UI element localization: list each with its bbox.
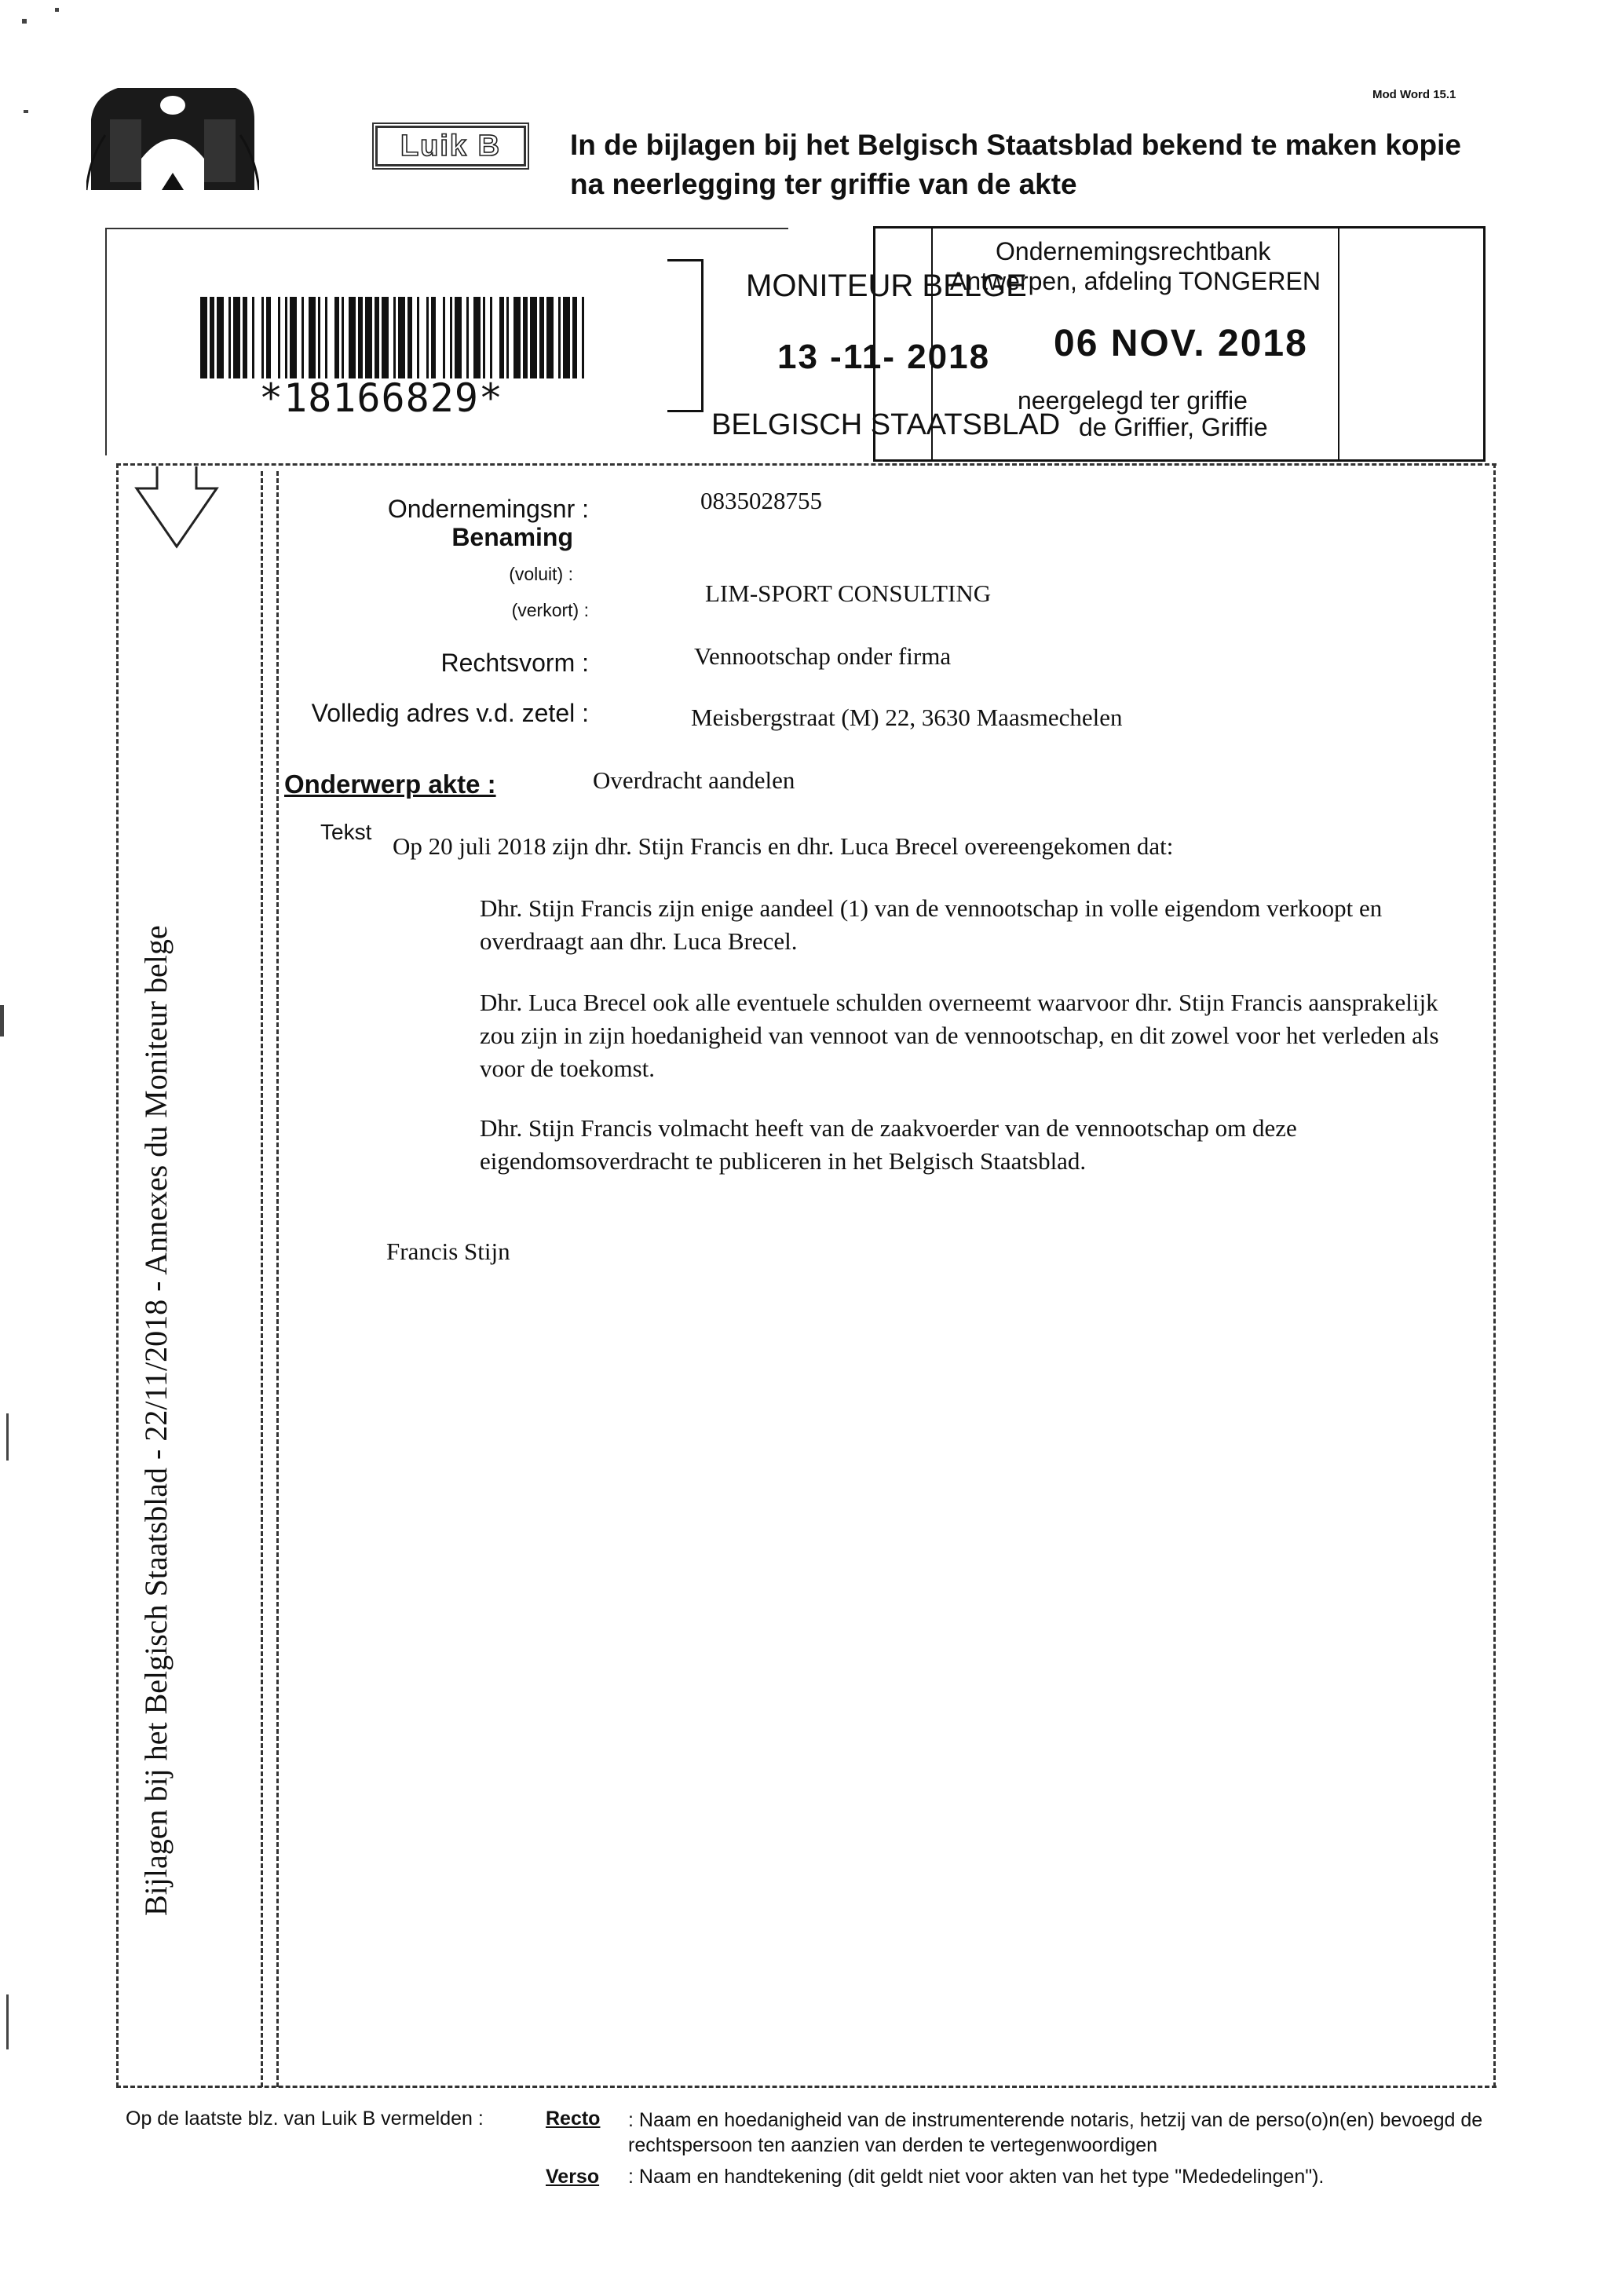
- footer-verso-text: : Naam en handtekening (dit geldt niet voor akten van het type "Mededelingen").: [628, 2166, 1325, 2188]
- barcode-icon: [200, 297, 585, 378]
- court-stamp-line: Ondernemingsrechtbank: [996, 237, 1271, 265]
- court-stamp-date: 06 NOV. 2018: [1054, 323, 1308, 364]
- footer-recto-label: Recto: [546, 2108, 601, 2130]
- scan-speck: [6, 1413, 9, 1461]
- scan-speck: [6, 1994, 9, 2049]
- frame-border: [261, 471, 263, 2087]
- label-rechtsvorm: Rechtsvorm :: [440, 649, 589, 677]
- moniteur-stamp-line: MONITEUR BELGE: [746, 269, 1027, 303]
- label-adres: Volledig adres v.d. zetel :: [311, 699, 589, 727]
- body-intro: Op 20 juli 2018 zijn dhr. Stijn Francis en dhr. Luca Brecel overeengekomen dat:: [393, 832, 1174, 860]
- value-onderwerp: Overdracht aandelen: [593, 766, 795, 794]
- arrow-down-icon: [133, 465, 220, 551]
- form-version: Mod Word 15.1: [1372, 88, 1456, 101]
- bracket-mark: [667, 259, 704, 412]
- court-stamp-line: neergelegd ter griffie: [1018, 386, 1248, 415]
- value-ondernemingsnr: 0835028755: [700, 487, 822, 514]
- side-margin-text: Bijlagen bij het Belgisch Staatsblad - 22/11/2018 - Annexes du Moniteur belge: [138, 925, 174, 1916]
- court-stamp-line: Antwerpen, afdeling TONGEREN: [950, 267, 1321, 295]
- barcode-number: *18166829*: [259, 375, 504, 421]
- frame-border: [116, 2086, 1497, 2088]
- body-paragraph: Dhr. Stijn Francis volmacht heeft van de zaakvoerder van de vennootschap om deze eigendomsoverdracht te publiceren in het Belgisch Staatsblad.: [480, 1114, 1297, 1175]
- frame-border: [116, 463, 119, 2087]
- footer-lead: Op de laatste blz. van Luik B vermelden :: [126, 2108, 484, 2130]
- title-line: In de bijlagen bij het Belgisch Staatsblad bekend te maken kopie: [570, 129, 1461, 161]
- value-adres: Meisbergstraat (M) 22, 3630 Maasmechelen: [691, 704, 1123, 731]
- label-voluit: (voluit) :: [509, 564, 573, 584]
- court-stamp-line: de Griffier, Griffie: [1079, 413, 1268, 441]
- title-line: na neerlegging ter griffie van de akte: [570, 168, 1077, 200]
- label-benaming: Benaming: [451, 523, 573, 551]
- scan-speck: [55, 8, 59, 12]
- scan-speck: [22, 19, 27, 24]
- value-rechtsvorm: Vennootschap onder firma: [694, 642, 952, 670]
- body-paragraph: Dhr. Stijn Francis zijn enige aandeel (1) van de vennootschap in volle eigendom verkoopt en overdraagt aan dhr. Luca Brecel.: [480, 894, 1383, 955]
- scan-speck: [0, 1005, 4, 1036]
- moniteur-stamp-date: 13 -11- 2018: [777, 338, 991, 376]
- label-tekst: Tekst: [320, 820, 372, 844]
- signature-name: Francis Stijn: [386, 1238, 510, 1265]
- page-title: [570, 126, 1512, 204]
- label-onderwerp: Onderwerp akte :: [284, 770, 496, 799]
- body-paragraph: Dhr. Luca Brecel ook alle eventuele schulden overneemt waarvoor dhr. Stijn Francis aansprakelijk zou zijn in zijn hoedanigheid van vennoot van de vennootschap, en dit zowel voor het verleden als voor de toekomst.: [480, 989, 1439, 1082]
- value-benaming: LIM-SPORT CONSULTING: [705, 579, 992, 607]
- footer-recto-text: : Naam en hoedanigheid van de instrumenterende notaris, hetzij van de perso(o)n(en) bevoegd de rechtspersoon ten aanzien van derden te vertegenwoordigen: [628, 2109, 1483, 2156]
- frame-border: [116, 463, 1497, 466]
- moniteur-stamp-line: BELGISCH STAATSBLAD: [711, 408, 1061, 441]
- label-verkort: (verkort) :: [511, 600, 589, 620]
- scan-speck: [24, 110, 28, 113]
- moniteur-logo-icon: [86, 72, 259, 206]
- luik-label: Luik B: [375, 126, 526, 166]
- footer-verso-label: Verso: [546, 2166, 600, 2188]
- label-ondernemingsnr: Ondernemingsnr :: [387, 495, 589, 523]
- frame-border: [1493, 463, 1496, 2087]
